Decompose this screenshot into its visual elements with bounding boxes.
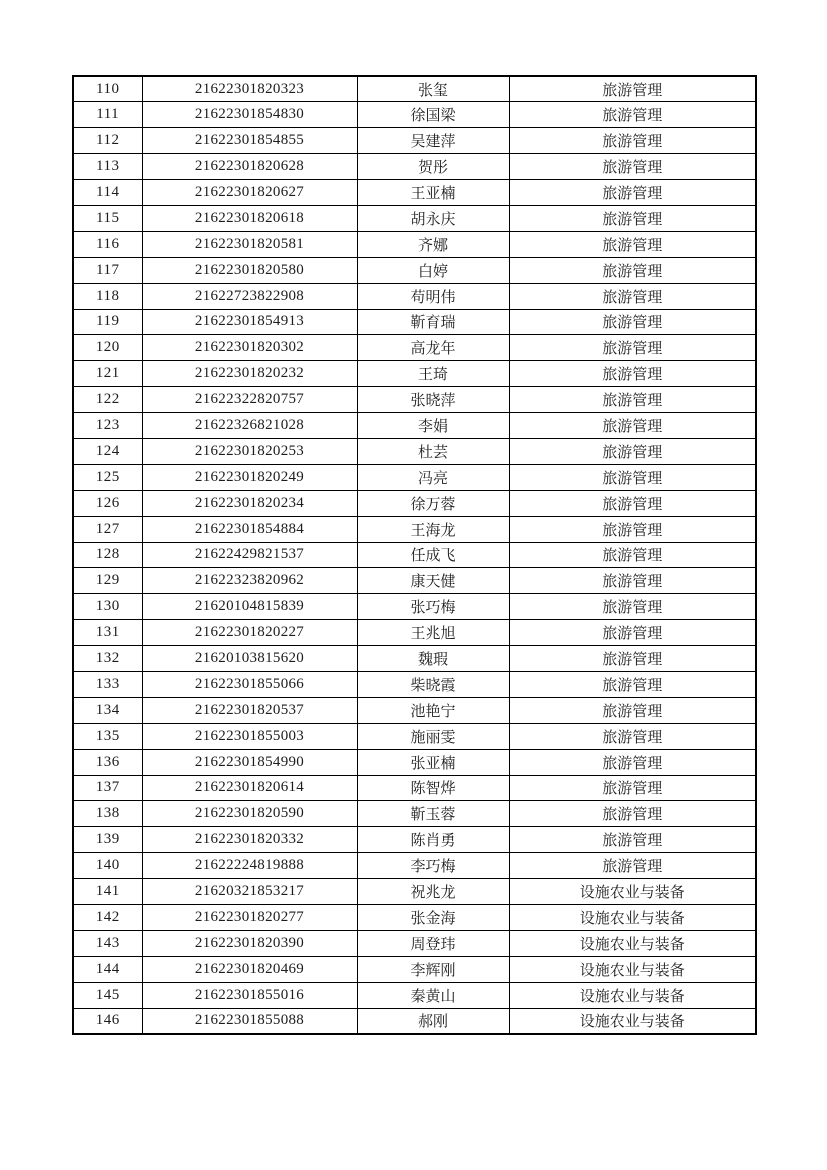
row-number-cell: 117 (73, 257, 142, 283)
student-name-cell: 张巧梅 (357, 594, 509, 620)
row-number-cell: 141 (73, 879, 142, 905)
student-name-cell: 郝刚 (357, 1008, 509, 1034)
student-name-cell: 靳玉蓉 (357, 801, 509, 827)
row-number-cell: 112 (73, 128, 142, 154)
major-cell: 旅游管理 (509, 464, 756, 490)
table-row (73, 956, 756, 982)
major-cell: 设施农业与装备 (509, 1008, 756, 1034)
table-row (73, 723, 756, 749)
major-cell: 设施农业与装备 (509, 879, 756, 905)
table-row (73, 335, 756, 361)
row-number-cell: 142 (73, 905, 142, 931)
table-row (73, 775, 756, 801)
table-row (73, 76, 756, 102)
row-number-cell: 114 (73, 180, 142, 206)
table-row (73, 542, 756, 568)
row-number-cell: 123 (73, 413, 142, 439)
student-name-cell: 贺彤 (357, 154, 509, 180)
table-row (73, 620, 756, 646)
table-row (73, 128, 756, 154)
row-number-cell: 126 (73, 490, 142, 516)
table-row (73, 231, 756, 257)
row-number-cell: 132 (73, 646, 142, 672)
row-number-cell: 124 (73, 438, 142, 464)
exam-number-cell: 21620103815620 (142, 646, 357, 672)
table-row (73, 697, 756, 723)
exam-number-cell: 21622301820232 (142, 361, 357, 387)
student-name-cell: 徐国梁 (357, 102, 509, 128)
student-roster-table-body (73, 76, 756, 1034)
major-cell: 旅游管理 (509, 542, 756, 568)
table-row (73, 671, 756, 697)
major-cell: 设施农业与装备 (509, 930, 756, 956)
exam-number-cell: 21622301820277 (142, 905, 357, 931)
table-row (73, 853, 756, 879)
major-cell: 旅游管理 (509, 853, 756, 879)
row-number-cell: 122 (73, 387, 142, 413)
major-cell: 旅游管理 (509, 76, 756, 102)
row-number-cell: 137 (73, 775, 142, 801)
table-row (73, 283, 756, 309)
row-number-cell: 115 (73, 205, 142, 231)
row-number-cell: 118 (73, 283, 142, 309)
exam-number-cell: 21622301855003 (142, 723, 357, 749)
exam-number-cell: 21622301820302 (142, 335, 357, 361)
major-cell: 设施农业与装备 (509, 905, 756, 931)
student-name-cell: 张金海 (357, 905, 509, 931)
student-name-cell: 任成飞 (357, 542, 509, 568)
student-name-cell: 白婷 (357, 257, 509, 283)
table-row (73, 801, 756, 827)
student-name-cell: 胡永庆 (357, 205, 509, 231)
student-name-cell: 魏瑕 (357, 646, 509, 672)
row-number-cell: 119 (73, 309, 142, 335)
student-name-cell: 靳育瑞 (357, 309, 509, 335)
exam-number-cell: 21622326821028 (142, 413, 357, 439)
table-row (73, 827, 756, 853)
major-cell: 旅游管理 (509, 801, 756, 827)
major-cell: 旅游管理 (509, 309, 756, 335)
exam-number-cell: 21622224819888 (142, 853, 357, 879)
table-row (73, 464, 756, 490)
student-name-cell: 李辉刚 (357, 956, 509, 982)
exam-number-cell: 21622429821537 (142, 542, 357, 568)
student-name-cell: 祝兆龙 (357, 879, 509, 905)
student-name-cell: 王亚楠 (357, 180, 509, 206)
exam-number-cell: 21622301855016 (142, 982, 357, 1008)
table-row (73, 154, 756, 180)
major-cell: 旅游管理 (509, 128, 756, 154)
student-name-cell: 施丽雯 (357, 723, 509, 749)
table-row (73, 490, 756, 516)
student-name-cell: 高龙年 (357, 335, 509, 361)
student-name-cell: 王兆旭 (357, 620, 509, 646)
exam-number-cell: 21622301820628 (142, 154, 357, 180)
major-cell: 旅游管理 (509, 620, 756, 646)
row-number-cell: 135 (73, 723, 142, 749)
student-name-cell: 周登玮 (357, 930, 509, 956)
exam-number-cell: 21622301854990 (142, 749, 357, 775)
row-number-cell: 130 (73, 594, 142, 620)
row-number-cell: 128 (73, 542, 142, 568)
major-cell: 旅游管理 (509, 775, 756, 801)
student-name-cell: 陈肖勇 (357, 827, 509, 853)
row-number-cell: 111 (73, 102, 142, 128)
exam-number-cell: 21622301820614 (142, 775, 357, 801)
table-row (73, 180, 756, 206)
student-name-cell: 徐万蓉 (357, 490, 509, 516)
row-number-cell: 145 (73, 982, 142, 1008)
table-row (73, 905, 756, 931)
row-number-cell: 138 (73, 801, 142, 827)
student-name-cell: 王海龙 (357, 516, 509, 542)
major-cell: 旅游管理 (509, 283, 756, 309)
student-name-cell: 杜芸 (357, 438, 509, 464)
student-name-cell: 张亚楠 (357, 749, 509, 775)
table-row (73, 387, 756, 413)
exam-number-cell: 21622301820469 (142, 956, 357, 982)
student-roster-table (72, 75, 757, 1035)
major-cell: 旅游管理 (509, 361, 756, 387)
major-cell: 旅游管理 (509, 516, 756, 542)
major-cell: 旅游管理 (509, 723, 756, 749)
major-cell: 旅游管理 (509, 749, 756, 775)
row-number-cell: 116 (73, 231, 142, 257)
table-row (73, 361, 756, 387)
exam-number-cell: 21622301820590 (142, 801, 357, 827)
student-name-cell: 池艳宁 (357, 697, 509, 723)
exam-number-cell: 21622301820253 (142, 438, 357, 464)
student-name-cell: 柴晓霞 (357, 671, 509, 697)
table-row (73, 309, 756, 335)
major-cell: 旅游管理 (509, 646, 756, 672)
table-row (73, 438, 756, 464)
major-cell: 旅游管理 (509, 438, 756, 464)
exam-number-cell: 21622301820627 (142, 180, 357, 206)
student-name-cell: 李娟 (357, 413, 509, 439)
exam-number-cell: 21622723822908 (142, 283, 357, 309)
table-row (73, 982, 756, 1008)
table-row (73, 594, 756, 620)
row-number-cell: 139 (73, 827, 142, 853)
exam-number-cell: 21620104815839 (142, 594, 357, 620)
exam-number-cell: 21622301855088 (142, 1008, 357, 1034)
exam-number-cell: 21622301855066 (142, 671, 357, 697)
student-name-cell: 秦黄山 (357, 982, 509, 1008)
exam-number-cell: 21622301820618 (142, 205, 357, 231)
table-row (73, 516, 756, 542)
row-number-cell: 129 (73, 568, 142, 594)
table-row (73, 568, 756, 594)
major-cell: 旅游管理 (509, 205, 756, 231)
row-number-cell: 146 (73, 1008, 142, 1034)
exam-number-cell: 21622301820581 (142, 231, 357, 257)
row-number-cell: 125 (73, 464, 142, 490)
major-cell: 设施农业与装备 (509, 982, 756, 1008)
major-cell: 旅游管理 (509, 257, 756, 283)
row-number-cell: 131 (73, 620, 142, 646)
student-name-cell: 张玺 (357, 76, 509, 102)
major-cell: 设施农业与装备 (509, 956, 756, 982)
exam-number-cell: 21622322820757 (142, 387, 357, 413)
table-row (73, 102, 756, 128)
exam-number-cell: 21622301820249 (142, 464, 357, 490)
exam-number-cell: 21622301820390 (142, 930, 357, 956)
row-number-cell: 134 (73, 697, 142, 723)
major-cell: 旅游管理 (509, 827, 756, 853)
student-name-cell: 吴建萍 (357, 128, 509, 154)
major-cell: 旅游管理 (509, 231, 756, 257)
major-cell: 旅游管理 (509, 671, 756, 697)
exam-number-cell: 21622323820962 (142, 568, 357, 594)
exam-number-cell: 21622301854884 (142, 516, 357, 542)
student-name-cell: 苟明伟 (357, 283, 509, 309)
student-name-cell: 齐娜 (357, 231, 509, 257)
row-number-cell: 140 (73, 853, 142, 879)
table-row (73, 646, 756, 672)
exam-number-cell: 21622301854830 (142, 102, 357, 128)
table-row (73, 205, 756, 231)
student-name-cell: 王琦 (357, 361, 509, 387)
exam-number-cell: 21622301820537 (142, 697, 357, 723)
row-number-cell: 113 (73, 154, 142, 180)
student-name-cell: 陈智烨 (357, 775, 509, 801)
major-cell: 旅游管理 (509, 387, 756, 413)
exam-number-cell: 21622301820332 (142, 827, 357, 853)
table-row (73, 749, 756, 775)
major-cell: 旅游管理 (509, 413, 756, 439)
exam-number-cell: 21620321853217 (142, 879, 357, 905)
table-row (73, 257, 756, 283)
major-cell: 旅游管理 (509, 335, 756, 361)
exam-number-cell: 21622301854855 (142, 128, 357, 154)
exam-number-cell: 21622301854913 (142, 309, 357, 335)
major-cell: 旅游管理 (509, 180, 756, 206)
major-cell: 旅游管理 (509, 490, 756, 516)
student-name-cell: 冯亮 (357, 464, 509, 490)
exam-number-cell: 21622301820323 (142, 76, 357, 102)
table-row (73, 1008, 756, 1034)
row-number-cell: 144 (73, 956, 142, 982)
student-name-cell: 康天健 (357, 568, 509, 594)
table-row (73, 879, 756, 905)
exam-number-cell: 21622301820227 (142, 620, 357, 646)
row-number-cell: 143 (73, 930, 142, 956)
table-row (73, 930, 756, 956)
row-number-cell: 110 (73, 76, 142, 102)
exam-number-cell: 21622301820234 (142, 490, 357, 516)
student-name-cell: 李巧梅 (357, 853, 509, 879)
major-cell: 旅游管理 (509, 594, 756, 620)
exam-number-cell: 21622301820580 (142, 257, 357, 283)
major-cell: 旅游管理 (509, 697, 756, 723)
major-cell: 旅游管理 (509, 102, 756, 128)
row-number-cell: 133 (73, 671, 142, 697)
row-number-cell: 121 (73, 361, 142, 387)
student-name-cell: 张晓萍 (357, 387, 509, 413)
major-cell: 旅游管理 (509, 568, 756, 594)
row-number-cell: 120 (73, 335, 142, 361)
table-row (73, 413, 756, 439)
row-number-cell: 127 (73, 516, 142, 542)
major-cell: 旅游管理 (509, 154, 756, 180)
row-number-cell: 136 (73, 749, 142, 775)
